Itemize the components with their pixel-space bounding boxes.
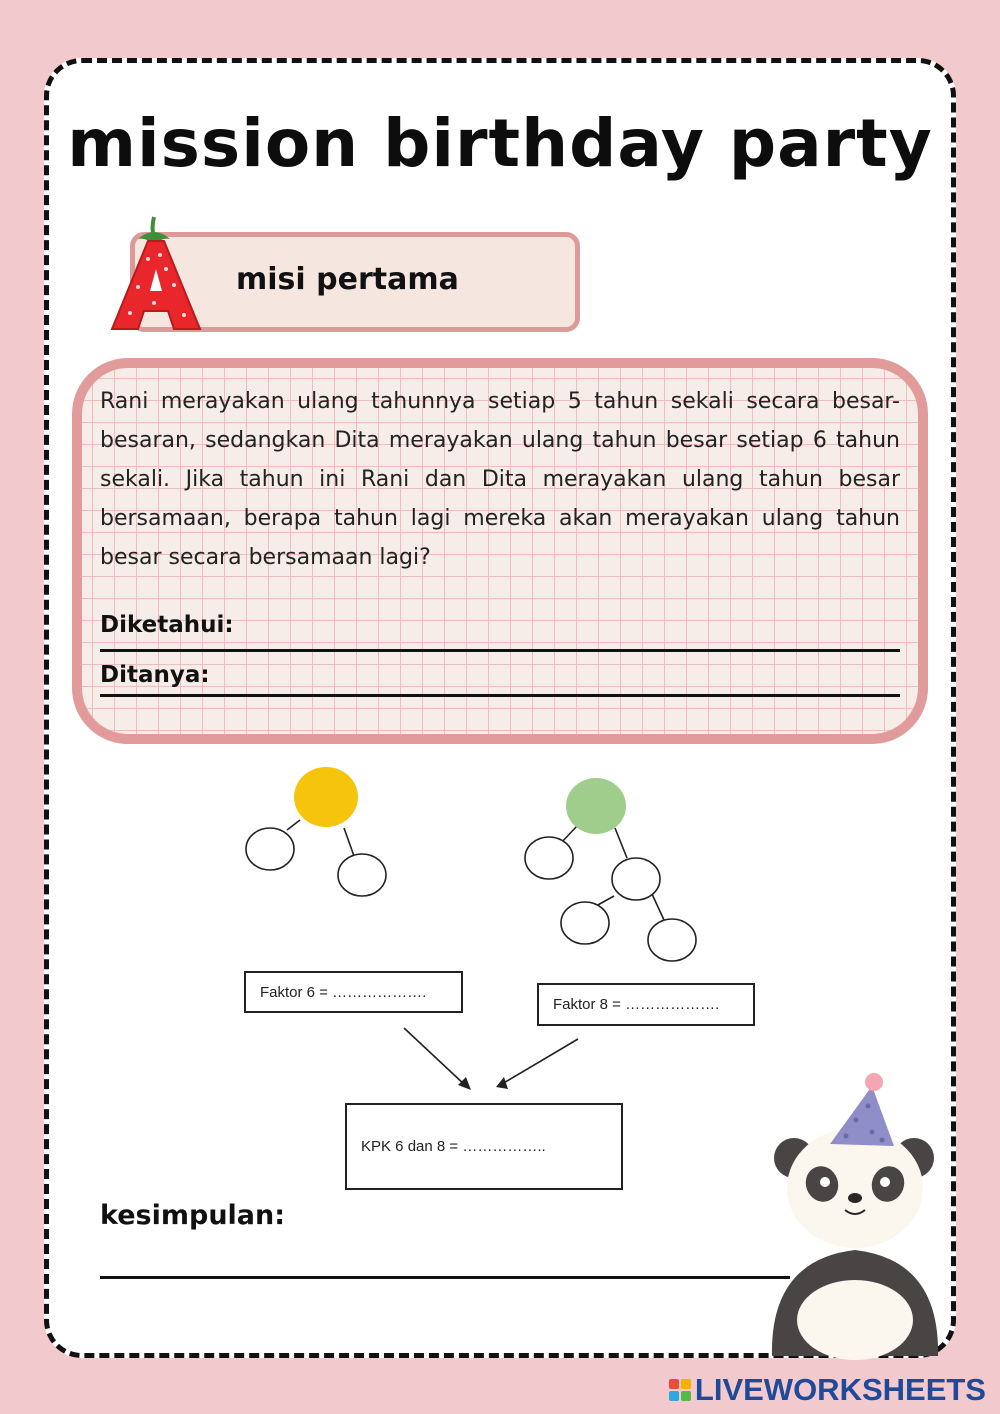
asked-label: Ditanya: bbox=[100, 662, 210, 688]
tree-right-branch-3 bbox=[596, 896, 614, 906]
arrow-right-head bbox=[496, 1077, 508, 1089]
tree-right-branch-4 bbox=[652, 894, 664, 920]
tree-left-leaf-2[interactable] bbox=[338, 854, 386, 896]
tree-right-branch-2 bbox=[615, 828, 627, 858]
arrow-right-shaft bbox=[502, 1039, 578, 1084]
brand-name: LIVEWORKSHEETS bbox=[694, 1372, 986, 1407]
page-title: mission birthday party bbox=[67, 105, 933, 182]
panda-party-hat-icon bbox=[760, 1070, 950, 1360]
kpk-box[interactable]: KPK 6 dan 8 = …………….. bbox=[345, 1103, 623, 1190]
factor-6-box[interactable]: Faktor 6 = ………………. bbox=[244, 971, 463, 1013]
tree-left-leaf-1[interactable] bbox=[246, 828, 294, 870]
brand-mark-icon bbox=[669, 1379, 691, 1401]
tree-left-root bbox=[294, 767, 358, 827]
tree-left-branch-1 bbox=[287, 820, 300, 830]
conclusion-label: kesimpulan: bbox=[100, 1200, 286, 1231]
tree-right-node-2[interactable] bbox=[612, 858, 660, 900]
problem-text: Rani merayakan ulang tahunnya setiap 5 tahun sekali secara besar-besaran, sedangkan Dita merayakan ulang tahun besar setiap 6 tahun sekali. Jika tahun ini Rani dan Dita merayakan ulang tahun besar bersamaan, berapa tahun lagi mereka akan merayakan ulang tahun besar secara bersamaan lagi? bbox=[100, 389, 900, 570]
brand-logo bbox=[669, 1372, 986, 1408]
factor-8-box[interactable]: Faktor 8 = ………………. bbox=[537, 983, 755, 1026]
tree-right-leaf-3[interactable] bbox=[561, 902, 609, 944]
conclusion-answer-line[interactable] bbox=[100, 1276, 790, 1279]
arrow-left-head bbox=[458, 1077, 471, 1090]
mission-label: misi pertama bbox=[236, 262, 459, 297]
tree-right-leaf-4[interactable] bbox=[648, 919, 696, 961]
tree-right-root bbox=[566, 778, 626, 834]
known-label: Diketahui: bbox=[100, 612, 234, 638]
tree-right-leaf-1[interactable] bbox=[525, 837, 573, 879]
arrow-left-shaft bbox=[404, 1028, 466, 1086]
tree-left-branch-2 bbox=[344, 828, 354, 856]
